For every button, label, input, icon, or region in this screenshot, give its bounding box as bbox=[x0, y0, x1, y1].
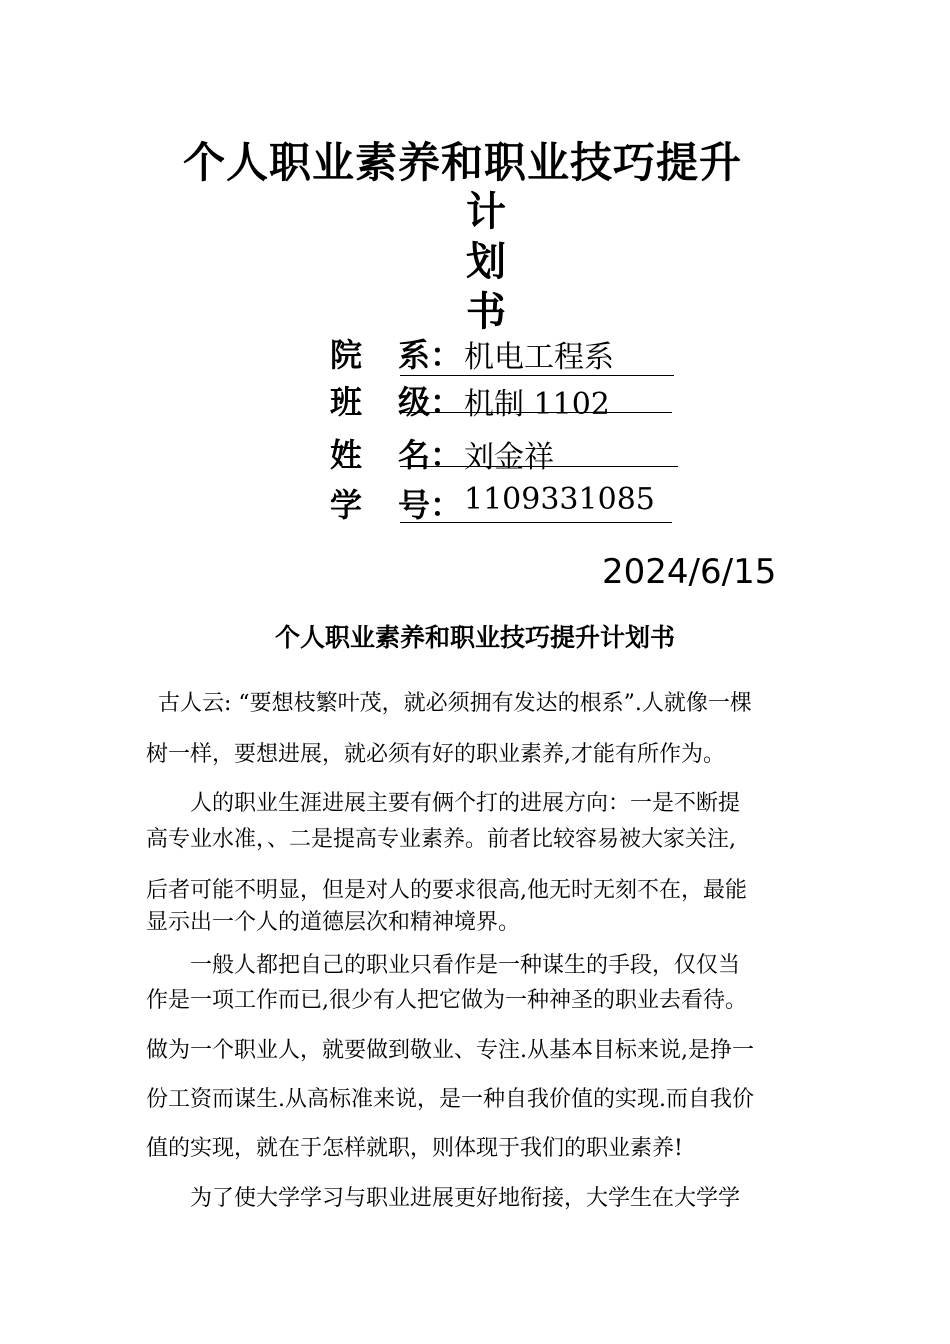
info-value-department: 机电工程系 bbox=[464, 340, 614, 375]
body-line: 为了使大学学习与职业进展更好地衔接，大学生在大学学 bbox=[190, 1186, 741, 1211]
body-line: 作是一项工作而已,很少有人把它做为一种神圣的职业去看待。 bbox=[146, 988, 747, 1013]
info-label bbox=[330, 430, 463, 476]
body-line: 树一样，要想进展，就必须有好的职业素养,才能有所作为。 bbox=[146, 742, 725, 767]
info-label-char: 系： bbox=[398, 336, 463, 374]
underline bbox=[400, 375, 674, 376]
info-label-char: 学 bbox=[330, 486, 363, 524]
body-line: 高专业水准，、二是提高专业素养。前者比较容易被大家关注, bbox=[146, 827, 736, 852]
info-label-char: 班 bbox=[330, 383, 363, 421]
info-value-name: 刘金祥 bbox=[464, 440, 554, 475]
info-label-char: 院 bbox=[330, 336, 363, 374]
body-line: 后者可能不明显，但是对人的要求很高,他无时无刻不在，最能 bbox=[146, 878, 747, 903]
document-subtitle: 个人职业素养和职业技巧提升计划书 bbox=[274, 623, 675, 652]
info-label-char: 级： bbox=[398, 383, 463, 421]
body-line: 做为一个职业人，就要做到敬业、专注.从基本目标来说,是挣一 bbox=[146, 1038, 754, 1063]
cover-title: 个人职业素养和职业技巧提升 bbox=[183, 138, 743, 187]
body-line: 份工资而谋生.从高标准来说，是一种自我价值的实现.而自我价 bbox=[146, 1087, 754, 1112]
info-value-class: 机制 1102 bbox=[464, 387, 610, 422]
body-line: 值的实现，就在于怎样就职，则体现于我们的职业素养! bbox=[146, 1136, 683, 1161]
underline bbox=[400, 522, 672, 523]
document-date: 2024/6/15 bbox=[602, 552, 777, 592]
info-value-student-id: 1109331085 bbox=[464, 482, 655, 517]
cover-title-char: 计 bbox=[466, 189, 506, 235]
underline bbox=[400, 466, 678, 467]
underline bbox=[400, 412, 672, 413]
info-label bbox=[330, 377, 463, 423]
body-line: 古人云: “要想枝繁叶茂，就必须拥有发达的根系”.人就像一棵 bbox=[158, 691, 752, 716]
body-line: 一般人都把自己的职业只看作是一种谋生的手段，仅仅当 bbox=[190, 953, 741, 978]
info-label-char: 号： bbox=[398, 486, 463, 524]
info-label-char: 名： bbox=[398, 436, 463, 474]
info-label bbox=[330, 330, 463, 376]
body-line: 显示出一个人的道德层次和精神境界。 bbox=[146, 910, 521, 935]
info-label bbox=[330, 480, 463, 526]
info-label-char: 姓 bbox=[330, 436, 363, 474]
cover-title-char: 划 bbox=[466, 239, 506, 285]
cover-title-char: 书 bbox=[466, 289, 506, 335]
body-line: 人的职业生涯进展主要有俩个打的进展方向：一是不断提 bbox=[190, 791, 741, 816]
